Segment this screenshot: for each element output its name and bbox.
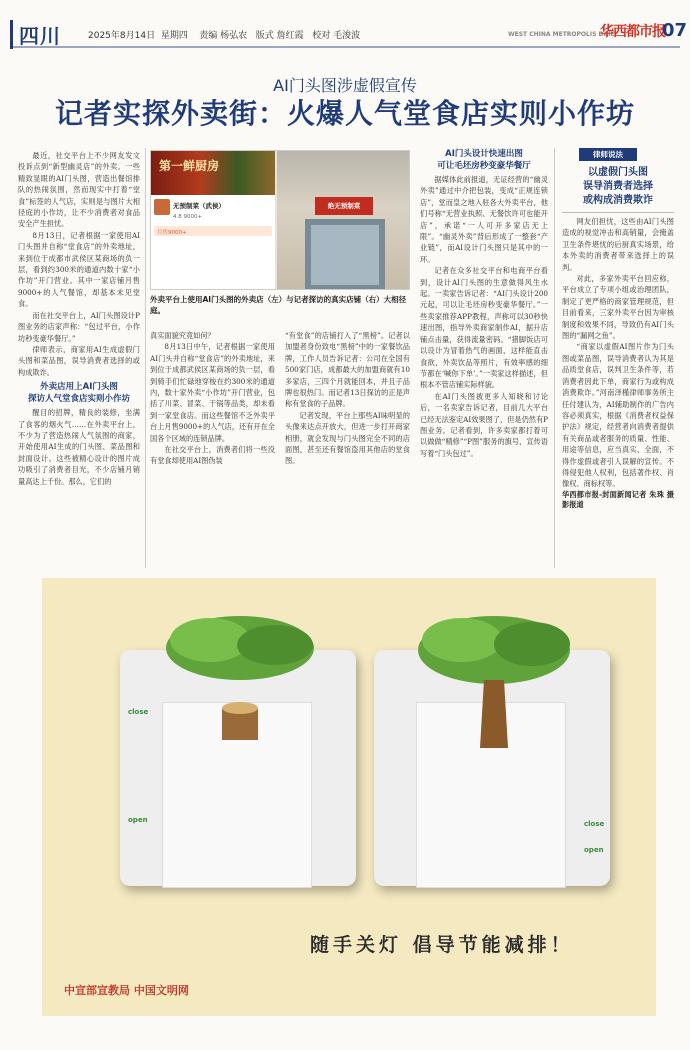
app-screenshot-image bbox=[151, 151, 275, 290]
store-rating: 4.8 9000+ bbox=[173, 214, 203, 220]
page-header bbox=[10, 18, 688, 48]
light-switch-right bbox=[374, 650, 610, 886]
ad-slogan: 随手关灯 倡导节能减排！ bbox=[310, 934, 574, 956]
legal-column bbox=[562, 216, 674, 568]
layout-credit: 版式 詹红霞 bbox=[255, 31, 304, 41]
column-divider bbox=[145, 148, 146, 568]
paragraph: 最近，社交平台上不少网友发文投诉点到“新型幽灵店”的外卖。一些精致显眼的AI门头图，营造出餐馆排队的热闹氛围，然而现实中打着“堂食”标签的人气店，实则是与图片大相径庭的小作坊，让不少消费者对食品安全产生担忧。 bbox=[18, 151, 140, 229]
main-headline: 记者实探外卖街：火爆人气堂食店实则小作坊 bbox=[54, 97, 635, 130]
section-subhead bbox=[420, 148, 548, 172]
legal-section-tag: 律师说法 bbox=[579, 148, 637, 161]
page-number: 07 bbox=[662, 20, 688, 41]
paragraph: 8月13日中午，记者根据一家使用AI门头并自称“堂食店”的外卖地址，来到位于成都武侯区某商场的负一层，看到骑手们忙碌地穿梭在约300米的通道内，数十家外卖“小作坊”开门营业，包括了川菜、冒菜、干锅等品类，却未看到一家堂食店。而这些餐馆不乏外卖平台上月售9000+的人气店，还有开在全国各个区域的连锁品牌。 bbox=[150, 342, 275, 443]
photo-caption: 外卖平台上使用AI门头图的外卖店（左）与记者探访的真实店铺（右）大相径庭。 bbox=[150, 295, 407, 315]
article-column-3 bbox=[285, 330, 410, 568]
paragraph: 在社交平台上，消费者们将一些没有堂食却使用AI图伪装 bbox=[150, 445, 275, 466]
proofread-credit: 校对 毛浚波 bbox=[312, 31, 361, 41]
paragraph: 8月13日，记者根据一家使用AI门头图并自称“堂食店”的外卖地址，来到位于成都市武侯区某商场的负一层，看到约300米的通道内数十家“小作坊”开门营业。其中一家店铺月售9000+的人气餐馆，却基本未见堂食。 bbox=[18, 230, 140, 309]
public-service-ad bbox=[42, 578, 656, 1016]
paragraph: 律师表示，商家用AI生成虚假门头图和菜品图，误导消费者选择的或构成欺诈。 bbox=[18, 344, 140, 377]
ad-credit: 中宣部宣教局 中国文明网 bbox=[64, 984, 189, 997]
light-switch-left bbox=[120, 650, 356, 886]
issue-weekday: 星期四 bbox=[160, 31, 188, 41]
open-label: open bbox=[128, 816, 148, 824]
store-thumbnail bbox=[154, 199, 170, 215]
paragraph: 记者发现，平台上那些AI味明显的头像来达点开放大，但进一步打开商家相册，就会发现与门头图完全不同的店面图，甚至还有餐馆盗用其他店的堂食图。 bbox=[285, 410, 410, 466]
issue-date: 2025年8月14日 bbox=[88, 31, 156, 41]
comparison-photo bbox=[150, 150, 410, 290]
paragraph: “商家以虚假AI图片作为门头图或菜品图，误导消费者认为其是品质堂食店，误判卫生条件等，若消费者因此下单，商家行为或构成消费欺诈。”河南泽槿律师事务所主任付建认为，AI辅助制作的广告内容必须真实，根据《消费者权益保护法》规定，经营者向消费者提供有关商品或者服务的质量、性能、用途等信息，应当真实、全面，不得作虚假或者引人误解的宣传。不得侵犯他人权利，包括著作权、肖像权、商标权等。 bbox=[562, 342, 674, 489]
article-column-4 bbox=[420, 148, 548, 568]
kicker-line: AI门头图涉虚假宣传 bbox=[273, 76, 417, 95]
paragraph: 记者在众多社交平台和电商平台看到，设计AI门头图的生意做得风生水起。一卖家告诉记者：“AI门头设计200元起，可以让毛坯房秒变豪华餐厅。”一些卖家推荐APP教程，声称可以30秒快速出图，指导外卖商家制作AI，据升店铺点击量，获得流量密码。“猪脚饭店可以设计为冒着热气的画面，这样能直击食欲，外卖饮品等照片，有效率感的细节都在‘喊你下单’。”一卖家这样描述，但根本不管店铺实际样貌。 bbox=[420, 266, 548, 390]
header-meta bbox=[88, 28, 360, 41]
tree-stump-icon bbox=[160, 610, 320, 740]
legal-section-title: 以虚假门头图 误导消费者选择 或构成消费欺诈 bbox=[583, 167, 653, 206]
article-column-1 bbox=[18, 150, 140, 568]
store-sign: 绝无预制菜 bbox=[315, 197, 373, 215]
article-column-2 bbox=[150, 330, 275, 568]
close-label: close bbox=[128, 708, 149, 716]
store-name: 无预制菜（武侯） bbox=[173, 202, 225, 210]
store-door-glass bbox=[311, 225, 379, 285]
section-subhead bbox=[18, 381, 140, 405]
editor-credit: 责编 杨弘农 bbox=[199, 31, 248, 41]
paragraph: “有堂食”的店铺打入了“黑榜”。记者以加盟者身份致电“黑榜”中的一家餐饮品牌，工作人员告诉记者：公司在全国有500家门店，成都最大的加盟商就有10多家店，三四个月就能回本，并且子品牌也很热门。而记者13日探访的正是声称有堂食的子品牌。 bbox=[285, 331, 410, 409]
paper-name-en: WEST CHINA METROPOLIS DAILY bbox=[508, 31, 618, 38]
open-label: open bbox=[584, 846, 604, 854]
real-store-image bbox=[277, 151, 410, 290]
paper-logo: 华西都市报 bbox=[600, 24, 665, 40]
paragraph: 醒目的招牌，精良的装修，坐满了食客的烟火气……在外卖平台上，不少为了营造热闹人气氛围的商家，开始使用AI生成的门头图、菜品图和封面设计。这些被精心设计的图片成功吸引了消费者目光，不少店铺月销量高达上千份。那么，它们的 bbox=[18, 408, 140, 486]
paragraph: 网友们担忧，这些由AI门头图造成的视觉冲击和高销量，会掩盖卫生条件堪忧的后厨真实场景，给本外卖的消费者带来选择上的误判。 bbox=[562, 217, 674, 272]
subhead-text: 外卖店用上AI门头图 探访人气堂食店实则小作坊 bbox=[27, 382, 130, 405]
paragraph: 据媒体此前报道，无证经营的“幽灵外卖”通过中介把包装，变成“正规连锁店”，堂而皇之地入驻各大外卖平台，他们号称“无营业执照、无餐饮许可也能开店”，承诺“一人可开多家店无上限”。“幽灵外卖”背后形成了一整套“产业链”，而AI设计门头图只是其中的一环。 bbox=[420, 175, 548, 264]
paragraph: 真实面貌究竟如何？ bbox=[150, 331, 215, 340]
subhead-text: AI门头设计快速出图 可让毛坯房秒变豪华餐厅 bbox=[437, 149, 531, 171]
store-sales-tag: 月售9000+ bbox=[154, 226, 272, 236]
article-byline: 华西都市报-封面新闻记者 朱珠 摄影报道 bbox=[562, 489, 674, 509]
tree-icon bbox=[414, 610, 574, 750]
paragraph: 在AI门头图被更多人知晓和讨论后，一名卖家告诉记者，目前几大平台已经无法鉴定AI效果图了，但是仍然有P图业务。记者看到，许多卖家都打着可以做做“精修”“P图”服务的旗号，宣传语写着“门头包过”。 bbox=[420, 391, 548, 458]
close-label: close bbox=[584, 820, 605, 828]
paragraph: 而在社交平台上，AI门头图设计P图业务的店家声称：“包过平台，小作坊秒变豪华餐厅。” bbox=[18, 310, 140, 343]
paragraph: 对此，多家外卖平台回应称，平台成立了专项小组或治理团队，制定了更严格的商家管理规范，但目前看来，三家外卖平台因为审核制度和效果不同，导致仍有AI门头图的“漏网之鱼”。 bbox=[562, 274, 674, 341]
region-label: 四川 bbox=[10, 20, 61, 49]
column-divider bbox=[554, 148, 555, 568]
section-rule bbox=[562, 212, 674, 213]
ai-storefront-banner: 第一鲜厨房 bbox=[151, 151, 275, 195]
